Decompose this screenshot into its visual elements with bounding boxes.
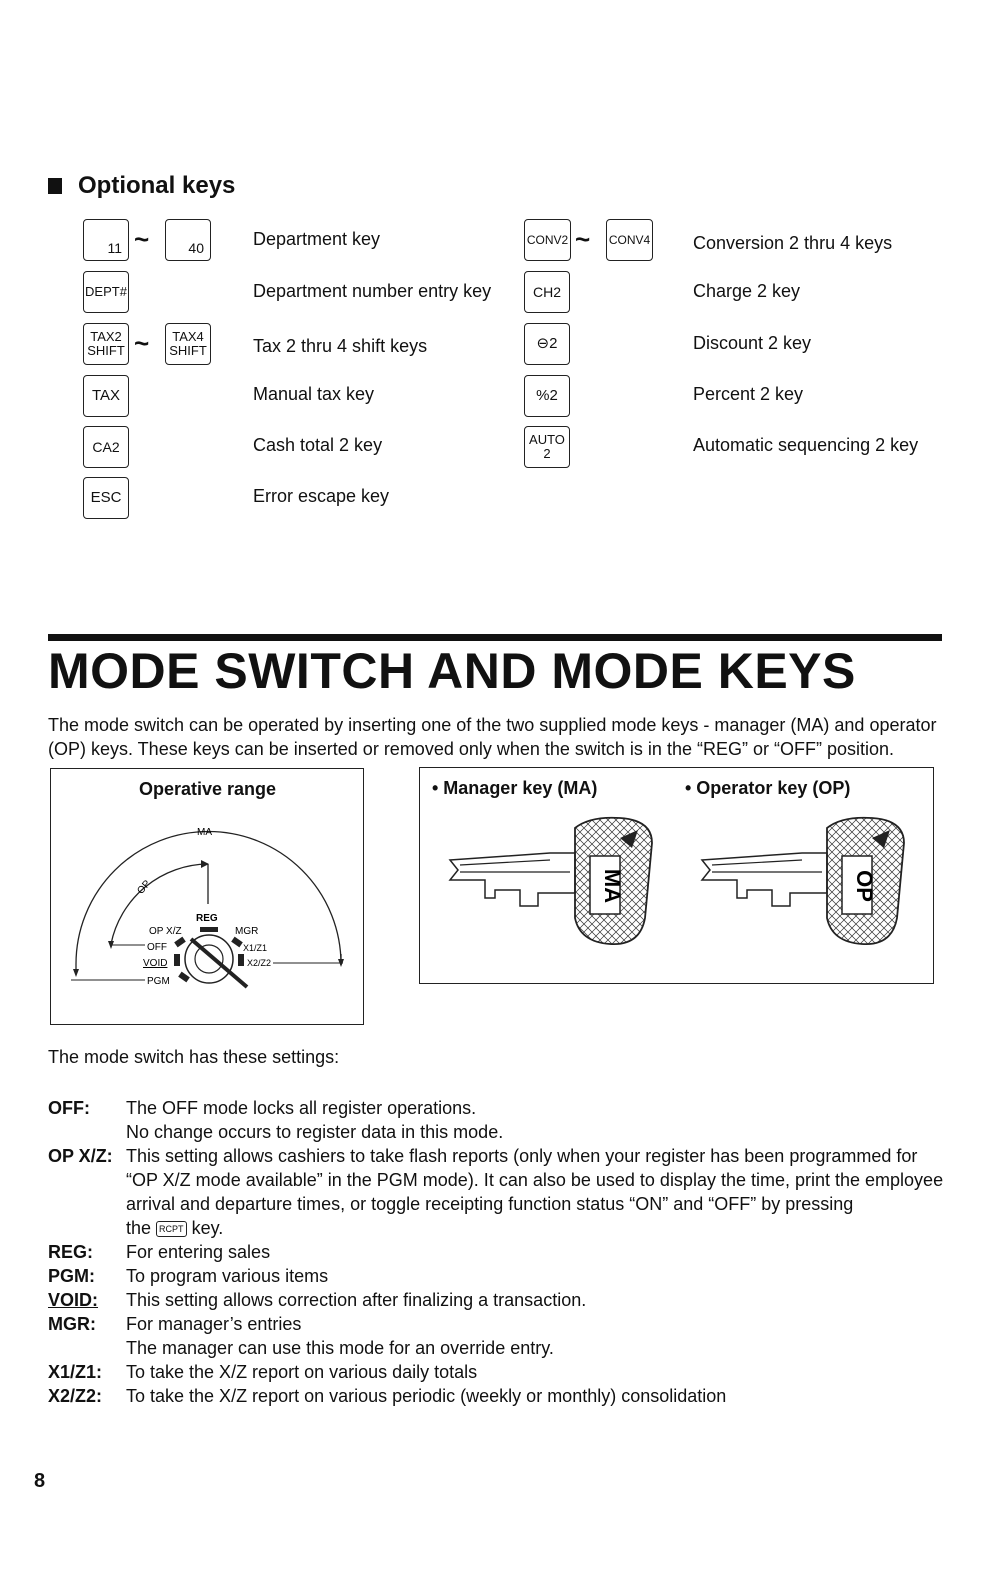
key-label: %2 (536, 387, 558, 405)
op-key-label: OP (852, 870, 877, 902)
setting-definition: This setting allows correction after finalizing a transaction. (126, 1290, 587, 1310)
setting-definition (126, 1312, 948, 1360)
key-esc (83, 477, 129, 519)
setting-term: X1/Z1: (48, 1362, 103, 1382)
key-label: TAX (91, 387, 121, 405)
key-label: ⊖2 (536, 335, 558, 353)
key-label: CONV2 (526, 232, 569, 247)
setting-term: REG: (48, 1242, 93, 1262)
label-opxz: OP X/Z (149, 926, 182, 937)
setting-line: For manager’s entries (126, 1314, 302, 1334)
key-tax2-shift (83, 323, 129, 365)
mode-section-title: MODE SWITCH AND MODE KEYS (48, 643, 856, 699)
setting-definition (126, 1096, 948, 1144)
label-op: OP (135, 878, 154, 897)
manual-tax-desc: Manual tax key (253, 384, 375, 404)
manager-key-icon (450, 818, 652, 944)
setting-x2z2 (48, 1384, 948, 1408)
key-discount-2 (524, 323, 570, 365)
key-label: CONV4 (608, 232, 651, 247)
label-mgr: MGR (235, 926, 259, 937)
charge-2-desc: Charge 2 key (693, 281, 801, 301)
tilde-icon: ~ (575, 224, 591, 254)
percent-2-desc: Percent 2 key (693, 384, 804, 404)
rcpt-key-icon: RCPT (156, 1221, 187, 1237)
setting-reg (48, 1240, 948, 1264)
key-ch2 (524, 271, 570, 313)
key-label: TAX2 SHIFT (87, 329, 125, 358)
cash-total-2-desc: Cash total 2 key (253, 435, 383, 455)
key-conv2 (524, 219, 571, 261)
tilde-icon: ~ (134, 224, 150, 254)
department-key-desc: Department key (253, 229, 381, 249)
settings-lead: The mode switch has these settings: (48, 1047, 340, 1067)
manager-key-title: • Manager key (MA) (432, 778, 598, 798)
setting-text: the (126, 1218, 152, 1238)
setting-definition: To take the X/Z report on various periodic (weekly or monthly) consolidation (126, 1386, 727, 1406)
label-ma: MA (197, 827, 212, 838)
setting-term: X2/Z2: (48, 1386, 103, 1406)
setting-definition (126, 1144, 948, 1240)
setting-definition: To program various items (126, 1266, 329, 1286)
key-label: AUTO 2 (529, 432, 565, 461)
key-auto-2 (524, 426, 570, 468)
operative-range-title: Operative range (139, 779, 277, 799)
operator-key-title: • Operator key (OP) (685, 778, 851, 798)
setting-line (126, 1216, 948, 1240)
key-label: 11 (107, 240, 122, 257)
setting-void (48, 1288, 948, 1312)
ma-key-label: MA (600, 868, 625, 904)
setting-definition: For entering sales (126, 1242, 271, 1262)
setting-term: PGM: (48, 1266, 95, 1286)
conversion-keys-desc: Conversion 2 thru 4 keys (693, 233, 893, 253)
label-x1z1: X1/Z1 (243, 943, 268, 953)
setting-line: The OFF mode locks all register operations. (126, 1098, 477, 1118)
operative-range-box (50, 768, 364, 1025)
discount-2-desc: Discount 2 key (693, 333, 812, 353)
setting-definition: To take the X/Z report on various daily totals (126, 1362, 478, 1382)
mode-keys-illustration (420, 768, 933, 983)
settings-list (48, 1096, 948, 1408)
error-escape-desc: Error escape key (253, 486, 390, 506)
key-label: DEPT# (85, 284, 127, 300)
label-x2z2: X2/Z2 (247, 958, 272, 968)
setting-term (48, 1288, 126, 1312)
setting-line: The manager can use this mode for an override entry. (126, 1338, 554, 1358)
setting-term-text: VOID: (48, 1290, 99, 1310)
setting-pgm (48, 1264, 948, 1288)
key-ca2 (83, 426, 129, 468)
key-percent-2 (524, 375, 570, 417)
key-label: 40 (188, 240, 204, 257)
setting-opxz (48, 1144, 948, 1240)
key-40 (165, 219, 211, 261)
setting-term: MGR: (48, 1314, 96, 1334)
page-number: 8 (34, 1470, 46, 1492)
section-rule (48, 634, 942, 641)
tilde-icon: ~ (134, 328, 150, 358)
setting-term: OP X/Z: (48, 1146, 113, 1166)
tax-shift-desc: Tax 2 thru 4 shift keys (253, 336, 428, 356)
setting-text: key. (191, 1218, 224, 1238)
key-tax4-shift (165, 323, 211, 365)
key-label: ESC (90, 489, 122, 507)
key-label: CA2 (92, 438, 120, 455)
key-conv4 (606, 219, 653, 261)
square-bullet-icon (48, 178, 62, 194)
setting-line: No change occurs to register data in this mode. (126, 1122, 504, 1142)
optional-keys-title: Optional keys (78, 172, 236, 199)
label-pgm: PGM (147, 976, 170, 987)
optional-keys-heading (48, 172, 235, 200)
setting-line: This setting allows cashiers to take flash reports (only when your register has been programmed for “OP X/Z mode available” in the PGM mode). It can also be used to display the time, print the employee arrival and departure times, or toggle receipting function status “ON” and “OFF” by pressing (126, 1146, 944, 1214)
auto-sequencing-2-desc: Automatic sequencing 2 key (693, 435, 919, 455)
operator-key-icon (702, 818, 904, 944)
key-label: CH2 (532, 283, 561, 300)
key-tax (83, 375, 129, 417)
label-off: OFF (147, 942, 167, 953)
key-dept-number (83, 271, 129, 313)
label-reg: REG (196, 913, 218, 924)
mode-keys-box (419, 767, 934, 984)
setting-off (48, 1096, 948, 1144)
key-label: TAX4 SHIFT (169, 329, 207, 358)
key-11 (83, 219, 129, 261)
label-void: VOID (143, 958, 168, 969)
setting-mgr (48, 1312, 948, 1360)
mode-section-intro: The mode switch can be operated by inserting one of the two supplied mode keys - manager (MA) and operator (OP) keys. These keys can be inserted or removed only when the switch is in the “REG” or “OFF” position. (48, 715, 937, 759)
setting-x1z1 (48, 1360, 948, 1384)
operative-range-diagram (51, 769, 363, 1024)
dept-number-entry-desc: Department number entry key (253, 281, 492, 301)
setting-term: OFF: (48, 1098, 90, 1118)
